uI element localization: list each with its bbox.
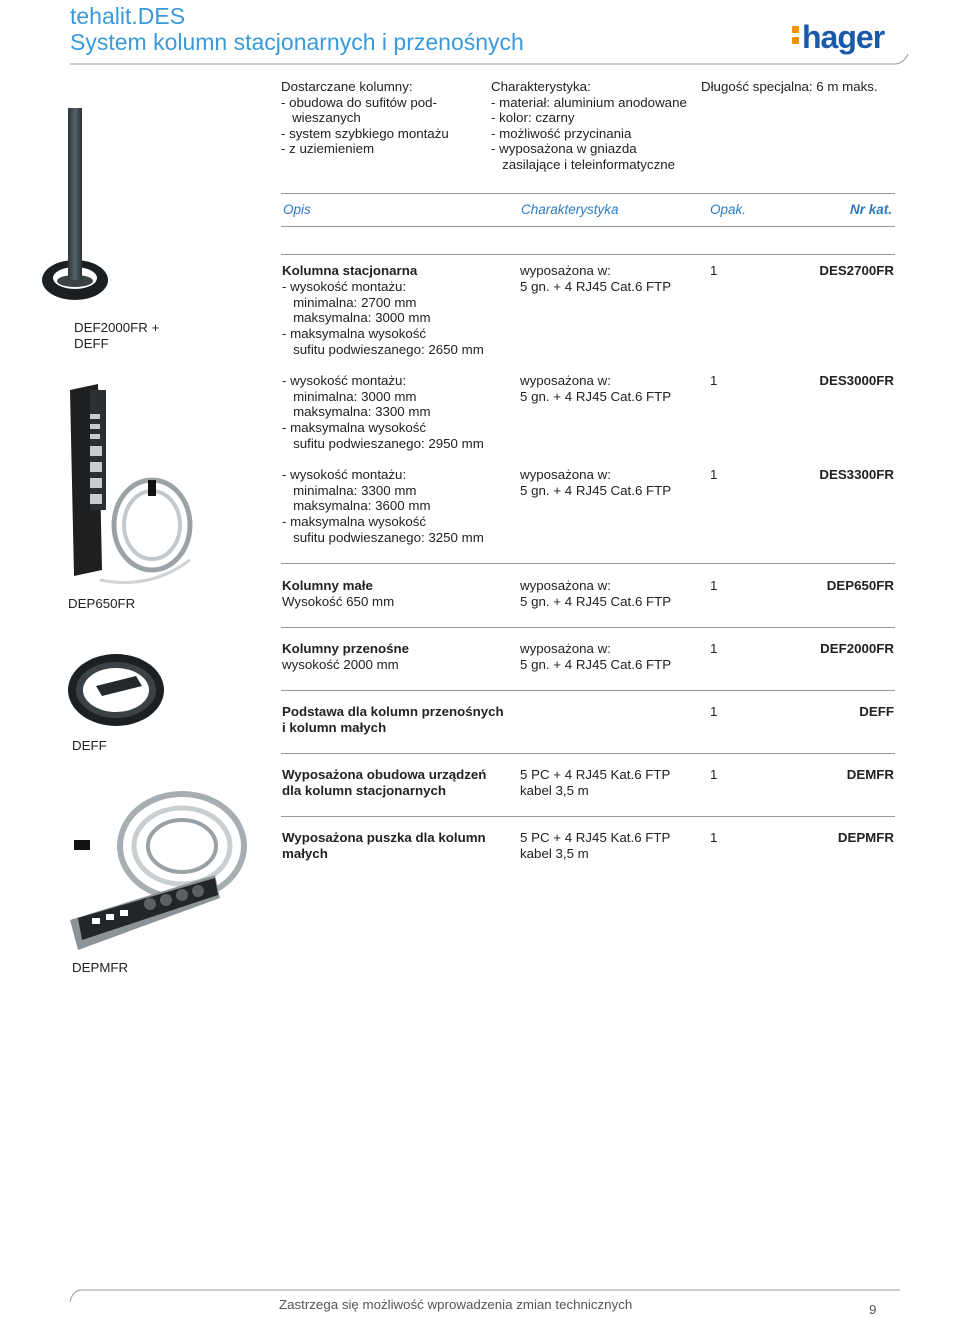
row-opak: 1 — [710, 373, 718, 388]
section-line-3 — [281, 627, 895, 628]
row-char: wyposażona w: 5 gn. + 4 RJ45 Cat.6 FTP — [520, 467, 672, 498]
row-title: Podstawa dla kolumn przenośnych i kolumn małych — [282, 704, 504, 735]
row-code: DEPMFR — [837, 830, 894, 845]
label-box: DEPMFR — [72, 960, 129, 975]
row-opak: 1 — [710, 578, 718, 593]
row-code: DEF2000FR — [820, 641, 894, 656]
row-char: wyposażona w: 5 gn. + 4 RJ45 Cat.6 FTP — [520, 578, 672, 609]
base-image — [66, 650, 166, 730]
section-line-2 — [281, 563, 895, 564]
intro-characteristics: Charakterystyka: - materiał: aluminium anodowane - kolor: czarny - możliwość przycinania - wyposażona w gniazda zasilające i teleinformatyczne — [491, 79, 687, 172]
row-code: DEFF — [859, 704, 894, 719]
equipment-box-image — [70, 780, 250, 955]
col-opis: Opis — [283, 202, 311, 217]
hager-logo — [792, 20, 884, 54]
intro-supplied: Dostarczane kolumny: - obudowa do sufitów pod- wieszanych - system szybkiego montażu - z uziemieniem — [281, 79, 449, 157]
row-desc: - wysokość montażu: minimalna: 2700 mm maksymalna: 3000 mm - maksymalna wysokość sufitu podwieszanego: 2650 mm — [282, 279, 484, 357]
row-opak: 1 — [710, 704, 718, 719]
row-code: DEMFR — [846, 767, 894, 782]
section-line-6 — [281, 816, 895, 817]
row-title: Kolumny przenośne — [282, 641, 410, 656]
label-small-column: DEP650FR — [68, 596, 136, 611]
row-code: DES2700FR — [819, 263, 894, 278]
section-line-1 — [281, 254, 895, 255]
col-opak: Opak. — [710, 202, 747, 217]
label-base: DEFF — [72, 738, 107, 753]
row-opak: 1 — [710, 467, 718, 482]
section-line-5 — [281, 753, 895, 754]
small-column-image — [60, 380, 200, 590]
row-opak: 1 — [710, 263, 718, 278]
row-desc: - wysokość montażu: minimalna: 3000 mm maksymalna: 3300 mm - maksymalna wysokość sufitu podwieszanego: 2950 mm — [282, 373, 484, 451]
logo-text: hager — [802, 19, 885, 55]
row-char: 5 PC + 4 RJ45 Kat.6 FTP kabel 3,5 m — [520, 830, 671, 861]
brand-title: tehalit.DES — [70, 3, 186, 29]
row-char: wyposażona w: 5 gn. + 4 RJ45 Cat.6 FTP — [520, 263, 672, 294]
col-nrkat: Nr kat. — [850, 202, 893, 217]
logo-dots-icon — [792, 26, 800, 48]
row-title: Kolumny małe — [282, 578, 373, 593]
row-char: wyposażona w: 5 gn. + 4 RJ45 Cat.6 FTP — [520, 641, 672, 672]
label-column-stand: DEF2000FR + DEFF — [74, 320, 160, 351]
row-opak: 1 — [710, 830, 718, 845]
row-title: Kolumna stacjonarna — [282, 263, 418, 278]
row-code: DEP650FR — [826, 578, 894, 593]
page-number: 9 — [869, 1302, 877, 1317]
row-title: Wyposażona puszka dla kolumn małych — [282, 830, 486, 861]
header-rule — [70, 50, 910, 70]
section-line-4 — [281, 690, 895, 691]
col-charakterystyka: Charakterystyka — [521, 202, 619, 217]
row-code: DES3300FR — [819, 467, 894, 482]
row-desc: - wysokość montażu: minimalna: 3300 mm maksymalna: 3600 mm - maksymalna wysokość sufitu podwieszanego: 3250 mm — [282, 467, 484, 545]
row-desc: wysokość 2000 mm — [282, 657, 399, 672]
footer-note: Zastrzega się możliwość wprowadzenia zmian technicznych — [279, 1297, 633, 1312]
header-top-line — [281, 193, 895, 194]
intro-special-length: Długość specjalna: 6 m maks. — [701, 79, 878, 94]
header-bottom-line — [281, 226, 895, 227]
row-char: 5 PC + 4 RJ45 Kat.6 FTP kabel 3,5 m — [520, 767, 671, 798]
row-char: wyposażona w: 5 gn. + 4 RJ45 Cat.6 FTP — [520, 373, 672, 404]
row-opak: 1 — [710, 641, 718, 656]
row-opak: 1 — [710, 767, 718, 782]
column-stand-image — [40, 100, 140, 310]
row-title: Wyposażona obudowa urządzeń dla kolumn stacjonarnych — [282, 767, 487, 798]
row-desc: Wysokość 650 mm — [282, 594, 395, 609]
page-title: System kolumn stacjonarnych i przenośnych — [70, 29, 524, 55]
row-code: DES3000FR — [819, 373, 894, 388]
